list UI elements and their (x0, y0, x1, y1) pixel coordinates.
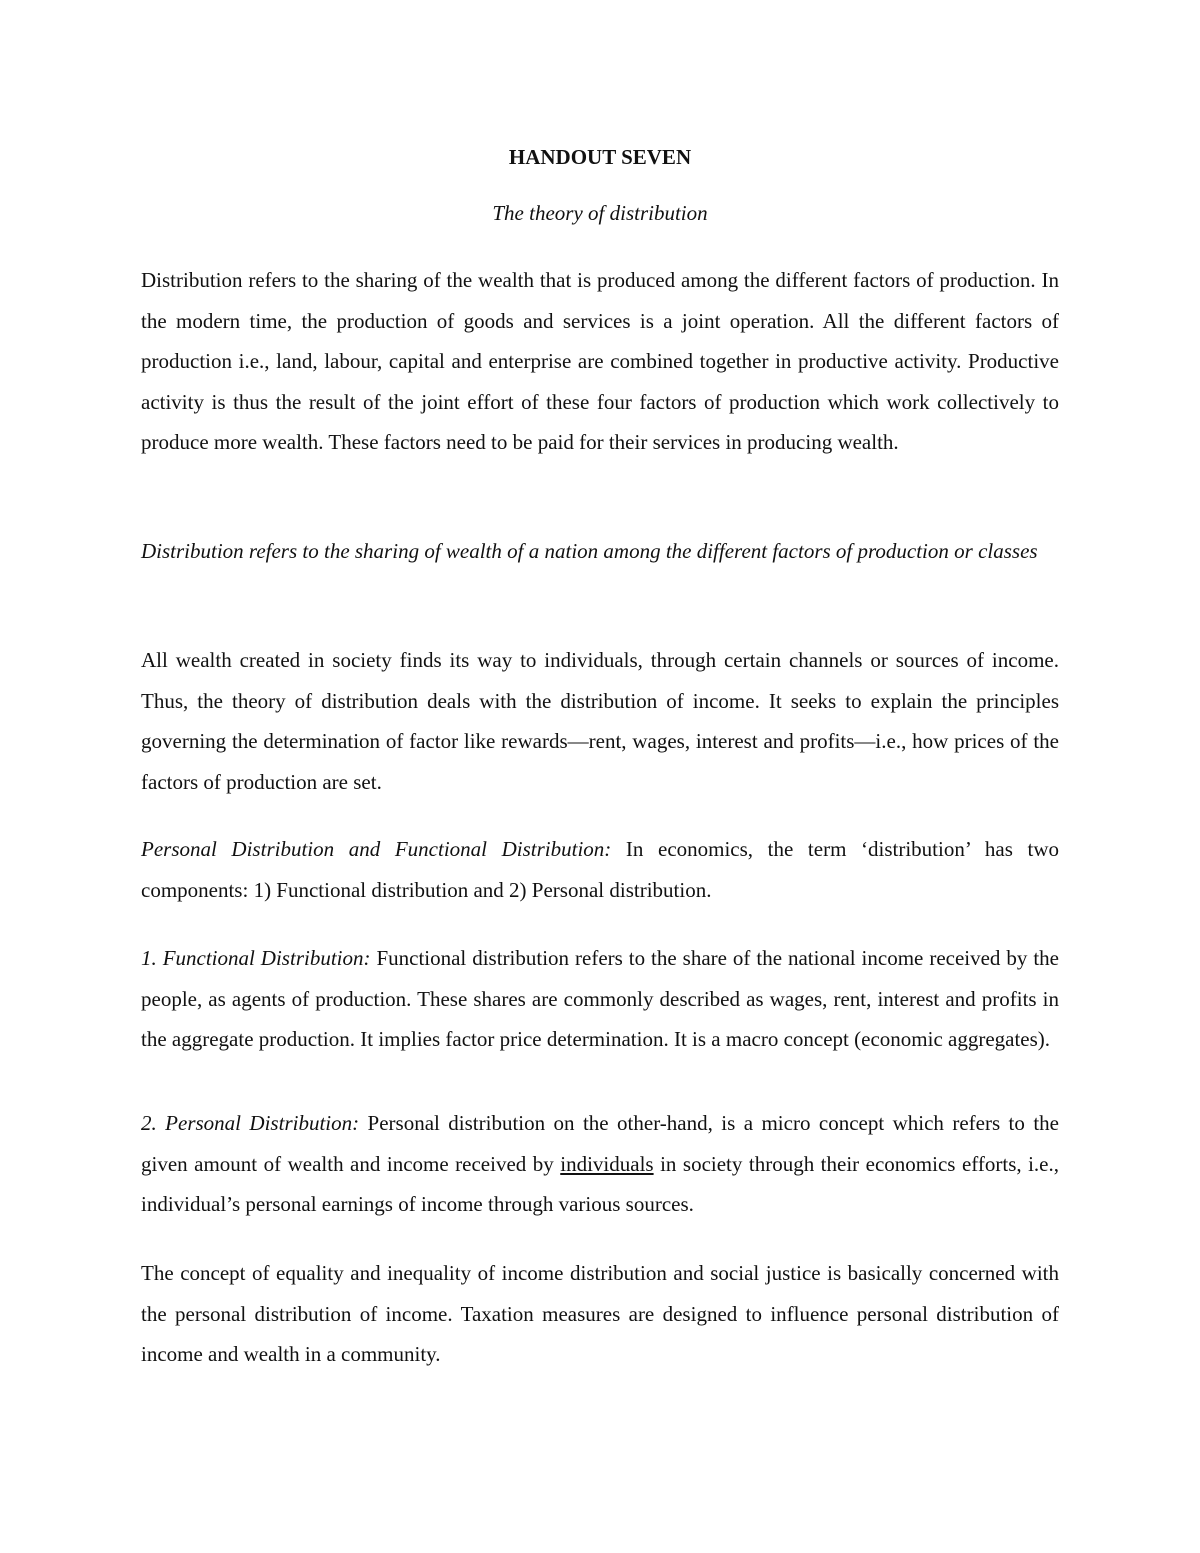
paragraph-equality-concept: The concept of equality and inequality of income distribution and social justice is basically concerned with the personal distribution of income. Taxation measures are designed to influence personal distribution of income and wealth in a community. (141, 1261, 1059, 1367)
individuals-link[interactable]: individuals (560, 1151, 654, 1176)
paragraph-personal-functional (141, 829, 1059, 910)
document-title: HANDOUT SEVEN (508, 145, 692, 169)
paragraph-heading: Personal Distribution and Functional Distribution: (141, 837, 612, 861)
paragraph-heading: 1. Functional Distribution: (141, 946, 371, 970)
paragraph-body: Functional distribution refers to the share of the national income received by the people, as agents of production. These shares are commonly described as wages, rent, interest and profits in the aggregate production. It implies factor price determination. It is a macro concept (economic aggregates). (141, 946, 1059, 1052)
document-subtitle: The theory of distribution (492, 201, 708, 225)
paragraph-wealth-channels: All wealth created in society finds its way to individuals, through certain channels or sources of income. Thus, the theory of distribution deals with the distribution of income. It seeks to explain the principles governing the determination of factor like rewards—rent, wages, interest and profits—i.e., how prices of the factors of production are set. (141, 648, 1059, 794)
paragraph-personal-distribution (141, 1103, 1059, 1225)
paragraph-body: in society through their economics efforts, i.e., individual’s personal earnings of income through various sources. (141, 1151, 1060, 1217)
paragraph-distribution-intro: Distribution refers to the sharing of the wealth that is produced among the different factors of production. In the modern time, the production of goods and services is a joint operation. All the different factors of production i.e., land, labour, capital and enterprise are combined together in productive activity. Productive activity is thus the result of the joint effort of these four factors of production which work collectively to produce more wealth. These factors need to be paid for their services in producing wealth. (141, 268, 1059, 455)
paragraph-body: Personal distribution on the other-hand, is a micro concept which refers to the given amount of wealth and income received by (141, 1111, 1059, 1176)
paragraph-body: In economics, the term ‘distribution’ has two components: 1) Functional distribution and 2) Personal distribution. (141, 837, 1059, 902)
paragraph-definition: Distribution refers to the sharing of wealth of a nation among the different factors of production or classes (141, 539, 1038, 563)
paragraph-functional-distribution (141, 938, 1059, 1060)
paragraph-heading: 2. Personal Distribution: (141, 1111, 360, 1135)
